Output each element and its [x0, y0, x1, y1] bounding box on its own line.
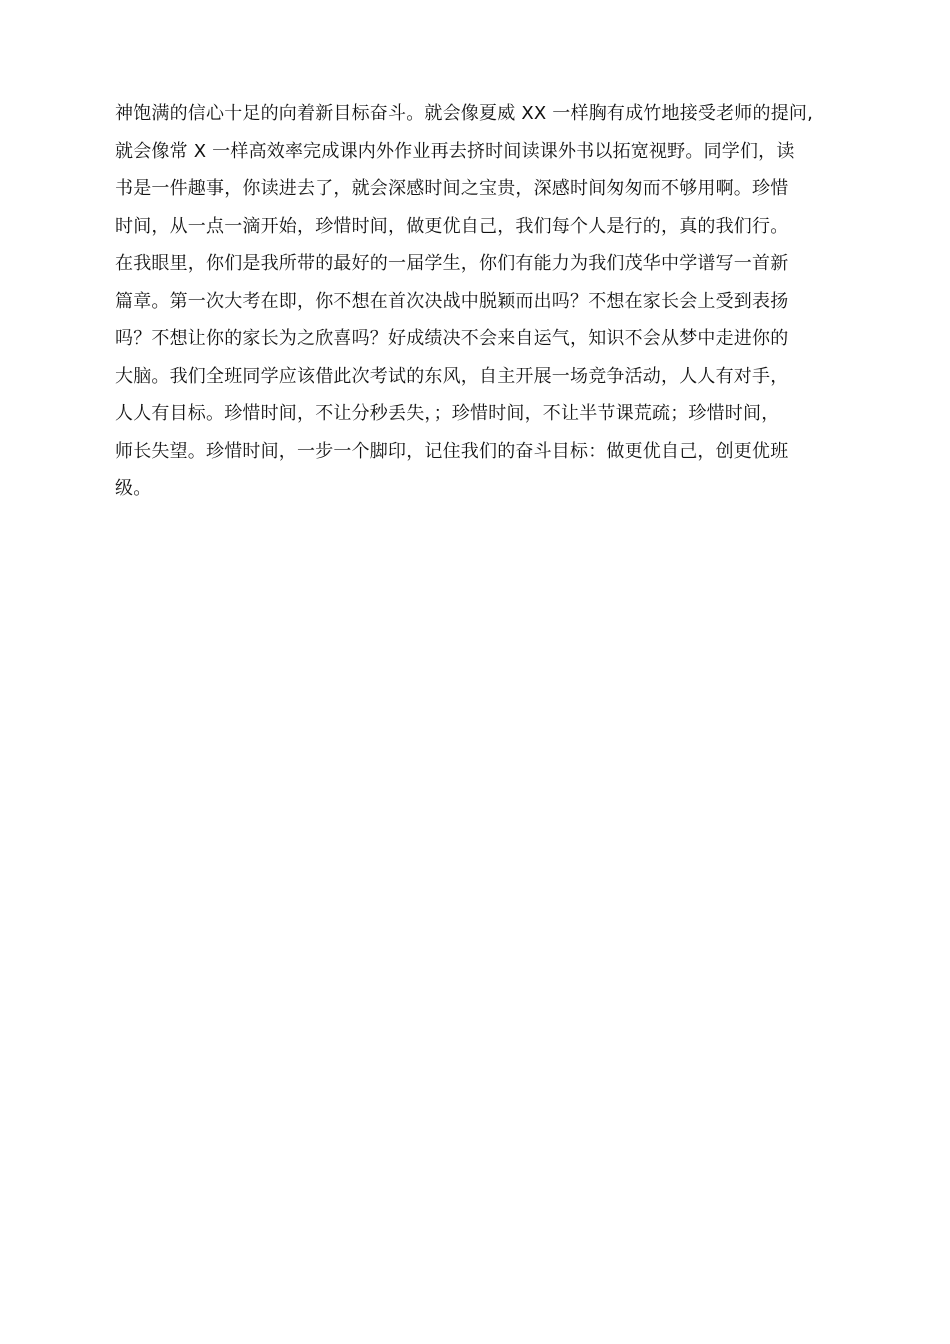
text-line: 就会像常 X 一样高效率完成课内外作业再去挤时间读课外书以拓宽视野。同学们，读	[115, 140, 795, 162]
text-line: 师长失望。珍惜时间，一步一个脚印，记住我们的奋斗目标：做更优自己，创更优班	[115, 440, 789, 462]
text-line: 书是一件趣事，你读进去了，就会深感时间之宝贵，深感时间匆匆而不够用啊。珍惜	[115, 178, 789, 199]
text-line: 时间，从一点一滴开始，珍惜时间，做更优自己，我们每个人是行的，真的我们行。	[115, 215, 789, 237]
text-line: 级。	[115, 478, 152, 499]
text-line: 吗？不想让你的家长为之欣喜吗？好成绩决不会来自运气，知识不会从梦中走进你的	[115, 328, 789, 349]
text-line: 人人有目标。珍惜时间，不让分秒丢失，；珍惜时间，不让半节课荒疏；珍惜时间，	[115, 403, 780, 424]
text-line: 神饱满的信心十足的向着新目标奋斗。就会像夏威 XX 一样胸有成竹地接受老师的提问,	[115, 103, 814, 124]
text-line: 篇章。第一次大考在即，你不想在首次决战中脱颖而出吗？不想在家长会上受到表扬	[115, 290, 789, 312]
text-line: 大脑。我们全班同学应该借此次考试的东风，自主开展一场竞争活动，人人有对手，	[115, 365, 789, 387]
body-paragraph	[115, 95, 845, 508]
text-line: 在我眼里，你们是我所带的最好的一届学生，你们有能力为我们茂华中学谱写一首新	[115, 253, 789, 274]
